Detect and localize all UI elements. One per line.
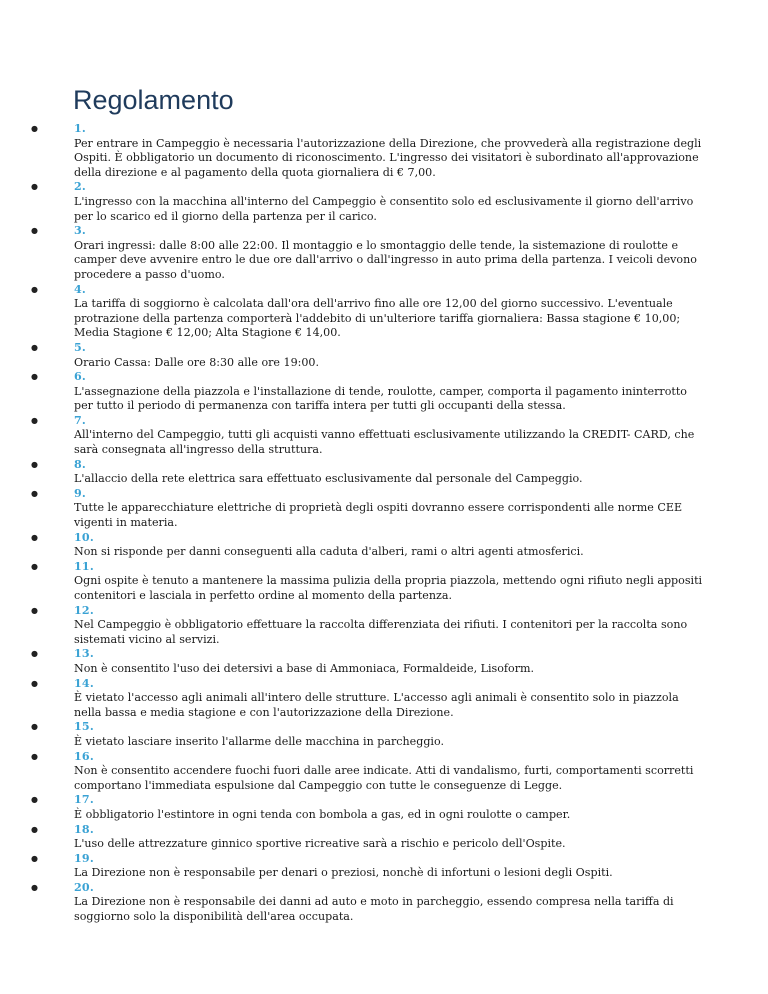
rule-number: 15. xyxy=(74,720,94,734)
rule-item xyxy=(0,414,768,458)
rule-text: È vietato lasciare inserito l'allarme delle macchina in parcheggio. xyxy=(74,734,444,748)
bullet-icon: ● xyxy=(31,605,38,615)
rule-number: 7. xyxy=(74,413,86,427)
rule-text: Non è consentito accendere fuochi fuori dalle aree indicate. Atti di vandalismo, furti, comportamenti scorretti comportano l'immediata espulsione dal Campeggio con tutte le conseguenze di Legge. xyxy=(74,764,694,792)
bullet-icon: ● xyxy=(31,882,38,892)
rule-item xyxy=(0,370,768,414)
rule-text: L'allaccio della rete elettrica sara effettuato esclusivamente dal personale del Campeggio. xyxy=(74,472,583,486)
bullet-icon: ● xyxy=(31,459,38,469)
page-title: Regolamento xyxy=(73,85,234,115)
rule-item xyxy=(0,852,768,881)
rule-item xyxy=(0,283,768,341)
bullet-icon: ● xyxy=(31,124,38,133)
rule-number: 14. xyxy=(74,676,94,690)
rule-item xyxy=(0,647,768,676)
rule-text: Per entrare in Campeggio è necessaria l'autorizzazione della Direzione, che provvederà alla registrazione degli Ospiti. È obbligatorio un documento di riconoscimento. L'ingresso dei visitatori è subordinato all'approvazione della direzione e al pagamento della quota giornaliera di € 7,00. xyxy=(74,136,702,179)
bullet-icon: ● xyxy=(31,561,38,571)
rule-text: Orari ingressi: dalle 8:00 alle 22:00. Il montaggio e lo smontaggio delle tende, la sistemazione di roulotte e camper deve avvenire entro le due ore dall'arrivo o dall'ingresso in auto prima della partenza. I veicoli devono procedere a passo d'uomo. xyxy=(74,238,697,281)
rule-number: 3. xyxy=(74,224,86,238)
rule-item xyxy=(0,720,768,749)
bullet-icon: ● xyxy=(31,678,38,688)
rule-item xyxy=(0,122,768,180)
bullet-icon: ● xyxy=(31,795,38,805)
rule-text: La tariffa di soggiorno è calcolata dall'ora dell'arrivo fino alle ore 12,00 del giorno successivo. L'eventuale protrazione della partenza comporterà l'addebito di un'ulteriore tariffa giornaliera: Bassa stagione € 10,00; Media Stagione € 12,00; Alta Stagione € 14,00. xyxy=(74,297,681,340)
bullet-icon: ● xyxy=(31,226,38,236)
rule-number: 13. xyxy=(74,647,94,661)
bullet-icon: ● xyxy=(31,532,38,542)
rule-number: 6. xyxy=(74,370,86,384)
rule-text: Non si risponde per danni conseguenti alla caduta d'alberi, rami o altri agenti atmosferici. xyxy=(74,545,584,559)
rule-text: Orario Cassa: Dalle ore 8:30 alle ore 19:00. xyxy=(74,355,320,369)
rule-text: È vietato l'accesso agli animali all'intero delle strutture. L'accesso agli animali è consentito solo in piazzola nella bassa e media stagione e con l'autorizzazione della Direzione. xyxy=(74,691,679,719)
rule-text: L'uso delle attrezzature ginnico sportive ricreative sarà a rischio e pericolo dell'Ospite. xyxy=(74,837,566,851)
bullet-icon: ● xyxy=(31,722,38,732)
bullet-icon: ● xyxy=(31,182,38,192)
bullet-icon: ● xyxy=(31,488,38,498)
bullet-icon: ● xyxy=(31,415,38,425)
rule-item xyxy=(0,224,768,282)
rule-text: La Direzione non è responsabile per denari o preziosi, nonchè di infortuni o lesioni degli Ospiti. xyxy=(74,866,613,880)
rule-number: 11. xyxy=(74,559,94,573)
bullet-icon: ● xyxy=(31,372,38,382)
rule-item xyxy=(0,823,768,852)
rule-text: Non è consentito l'uso dei detersivi a base di Ammoniaca, Formaldeide, Lisoform. xyxy=(74,661,535,675)
rules-list xyxy=(0,122,768,925)
rule-number: 18. xyxy=(74,822,94,836)
bullet-icon: ● xyxy=(31,751,38,761)
rule-number: 16. xyxy=(74,749,94,763)
rule-item xyxy=(0,793,768,822)
rule-text: Tutte le apparecchiature elettriche di proprietà degli ospiti dovranno essere corrispondenti alle norme CEE vigenti in materia. xyxy=(74,501,683,530)
rule-text: La Direzione non è responsabile dei danni ad auto e moto in parcheggio, essendo compresa nella tariffa di soggiorno solo la disponibilità dell'area occupata. xyxy=(74,895,674,924)
rule-item xyxy=(0,180,768,224)
rule-item xyxy=(0,677,768,721)
rule-item xyxy=(0,341,768,370)
rule-number: 1. xyxy=(74,122,86,135)
rule-number: 17. xyxy=(74,793,94,807)
rule-number: 5. xyxy=(74,340,86,354)
bullet-icon: ● xyxy=(31,649,38,659)
rule-item xyxy=(0,604,768,648)
rule-text: All'interno del Campeggio, tutti gli acquisti vanno effettuati esclusivamente utilizzando la CREDIT- CARD, che sarà consegnata all'ingresso della struttura. xyxy=(74,428,695,457)
rule-text: L'ingresso con la macchina all'interno del Campeggio è consentito solo ed esclusivamente il giorno dell'arrivo per lo scarico ed il giorno della partenza per il carico. xyxy=(74,194,694,223)
rule-item xyxy=(0,560,768,604)
rule-number: 12. xyxy=(74,603,94,617)
rule-number: 20. xyxy=(74,880,94,894)
rule-item xyxy=(0,458,768,487)
rule-number: 9. xyxy=(74,486,86,500)
bullet-icon: ● xyxy=(31,342,38,352)
rule-item xyxy=(0,750,768,794)
rule-number: 4. xyxy=(74,282,86,296)
rule-number: 8. xyxy=(74,457,86,471)
bullet-icon: ● xyxy=(31,853,38,863)
rule-number: 19. xyxy=(74,851,94,865)
rule-item xyxy=(0,487,768,531)
bullet-icon: ● xyxy=(31,284,38,294)
bullet-icon: ● xyxy=(31,824,38,834)
rule-text: Ogni ospite è tenuto a mantenere la massima pulizia della propria piazzola, mettendo ogni rifiuto negli appositi contenitori e lasciala in perfetto ordine al momento della partenza. xyxy=(74,574,703,602)
rule-text: L'assegnazione della piazzola e l'installazione di tende, roulotte, camper, comporta il pagamento ininterrotto per tutto il periodo di permanenza con tariffa intera per tutti gli occupanti della stessa. xyxy=(74,384,687,413)
rule-item xyxy=(0,531,768,560)
rule-number: 2. xyxy=(74,180,86,194)
rule-text: È obbligatorio l'estintore in ogni tenda con bombola a gas, ed in ogni roulotte o camper. xyxy=(74,807,571,821)
rule-item xyxy=(0,881,768,925)
rule-text: Nel Campeggio è obbligatorio effettuare la raccolta differenziata dei rifiuti. I contenitori per la raccolta sono sistemati vicino al servizi. xyxy=(74,618,688,646)
rule-number: 10. xyxy=(74,530,94,544)
